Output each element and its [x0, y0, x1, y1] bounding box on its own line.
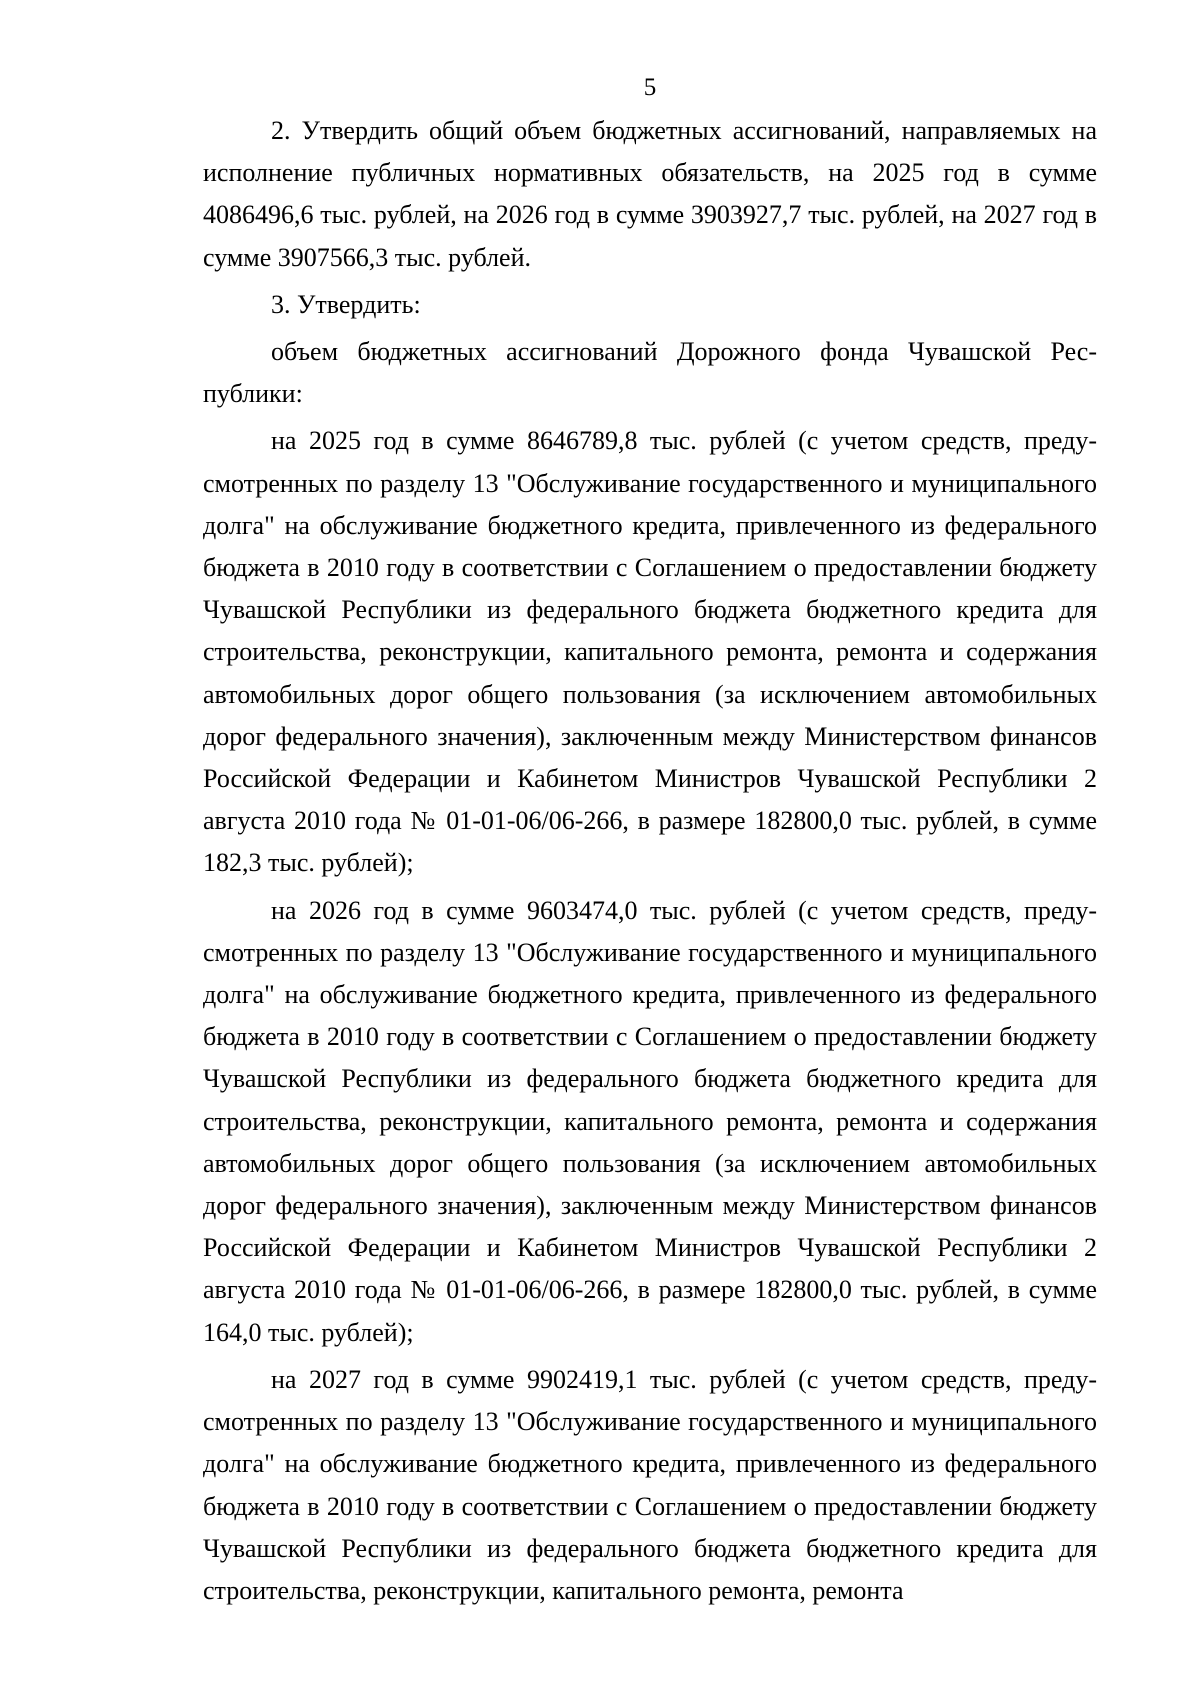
paragraph-road-fund-2026: на 2026 год в сумме 9603474,0 тыс. рублей (с учетом средств, предусмотренных по разделу 13 "Обслуживание государственного и муниципального долга" на обслуживание бюджетного кредита, привлеченного из федерального бюджета в 2010 году в соответствии с Соглашением о предоставлении бюджету Чувашской Республики из федерального бюджета бюджетного кредита для строительства, реконструкции, капитального ремонта, ремонта и содержания автомобильных дорог общего пользования (за исключением автомобильных дорог федерального значения), заключенным между Министерством финансов Российской Федерации и Кабинетом Министров Чувашской Республики 2 августа 2010 года № 01-01-06/06-266, в размере 182800,0 тыс. рублей, в сумме 164,0 тыс. рублей); [203, 895, 1097, 1347]
page-number: 5 [643, 74, 657, 101]
paragraph-road-fund-2027: на 2027 год в сумме 9902419,1 тыс. рублей (с учетом средств, предусмотренных по разделу 13 "Обслуживание государственного и муниципального долга" на обслуживание бюджетного кредита, привлеченного из федерального бюджета в 2010 году в соответствии с Соглашением о предоставлении бюджету Чувашской Республики из федерального бюджета бюджетного кредита для строительства, реконструкции, капитального ремонта, ремонта [203, 1364, 1097, 1605]
paragraph-3-heading: 3. Утвердить: [271, 289, 421, 319]
paragraph-road-fund-2025: на 2025 год в сумме 8646789,8 тыс. рублей (с учетом средств, предусмотренных по разделу 13 "Обслуживание государственного и муниципального долга" на обслуживание бюджетного кредита, привлеченного из федерального бюджета в 2010 году в соответствии с Соглашением о предоставлении бюджету Чувашской Республики из федерального бюджета бюджетного кредита для строительства, реконструкции, капитального ремонта, ремонта и содержания автомобильных дорог общего пользования (за исключением автомобильных дорог федерального значения), заключенным между Министерством финансов Российской Федерации и Кабинетом Министров Чувашской Республики 2 августа 2010 года № 01-01-06/06-266, в размере 182800,0 тыс. рублей, в сумме 182,3 тыс. рублей); [203, 426, 1097, 878]
paragraph-2-public-obligations: 2. Утвердить общий объем бюджетных ассигнований, направляемых на исполнение публичных нормативных обязательств, на 2025 год в сумме 4086496,6 тыс. рублей, на 2026 год в сумме 3903927,7 тыс. рублей, на 2027 год в сумме 3907566,3 тыс. рублей. [203, 116, 1097, 272]
paragraph-road-fund-intro: объем бюджетных ассигнований Дорожного фонда Чувашской Республики: [203, 337, 1097, 409]
